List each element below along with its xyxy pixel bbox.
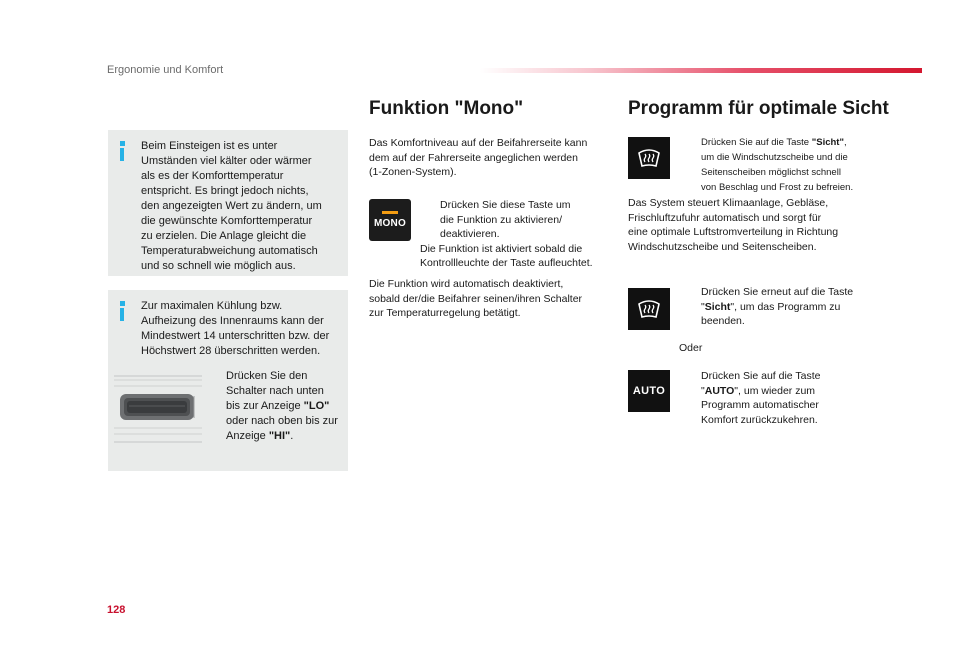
windscreen-demist-icon xyxy=(636,147,662,169)
auto-button-label: AUTO xyxy=(632,385,666,397)
info-text: Zur maximalen Kühlung bzw. Aufheizung des Innenraums kann der Mindestwert 14 unterschritten bzw. der Höchstwert 28 überschritten werden. xyxy=(141,300,330,357)
auto-button[interactable] xyxy=(628,370,670,412)
visibility-heading: Programm für optimale Sicht xyxy=(628,98,889,119)
info-box-temperature-limits xyxy=(108,290,348,471)
mono-heading: Funktion "Mono" xyxy=(369,98,524,119)
switch-step: Drücken Sie den Schalter nach unten bis zur Anzeige "LO" oder nach oben bis zur Anzeige "HI". xyxy=(226,370,338,442)
header-divider xyxy=(480,68,922,73)
mono-step: Drücken Sie diese Taste um die Funktion zu aktivieren/ deaktivieren. Die Funktion ist aktiviert sobald die Kontrollleuchte der Taste aufleuchtet. xyxy=(420,199,593,269)
temperature-switch-illustration xyxy=(112,366,202,448)
mono-outro: Die Funktion wird automatisch deaktiviert, sobald der/die Beifahrer seinen/ihren Schalter zur Temperaturregelung betätigt. xyxy=(369,278,583,319)
info-text: Beim Einsteigen ist es unter Umständen viel kälter oder wärmer als es der Komforttemperatur entspricht. Es bringt jedoch nichts, den angezeigten Wert zu ändern, um die gewünschte Komforttemperatur zu erzielen. Die Anlage gleicht die Temperaturabweichung automatisch und so schnell wie möglich aus. xyxy=(141,140,322,272)
info-box-cold-warm xyxy=(108,130,348,276)
mono-button[interactable] xyxy=(369,199,411,241)
visibility-system-text: Das System steuert Klimaanlage, Gebläse, Frischluftzufuhr automatisch und sorgt für eine optimale Luftstromverteilung in Richtung Windschutzscheibe und Seitenscheiben. xyxy=(628,197,839,253)
mono-indicator-led xyxy=(382,211,398,214)
info-icon xyxy=(120,301,124,321)
mono-intro: Das Komfortniveau auf der Beifahrerseite kann dem auf der Fahrerseite angeglichen werden (1-Zonen-System). xyxy=(369,137,588,178)
mono-button-label: MONO xyxy=(374,218,406,229)
section-title: Ergonomie und Komfort xyxy=(107,64,224,76)
demist-button[interactable] xyxy=(628,137,670,179)
windscreen-demist-icon xyxy=(636,298,662,320)
visibility-step-2: Drücken Sie erneut auf die Taste "Sicht", um das Programm zu beenden. xyxy=(701,286,854,327)
demist-button[interactable] xyxy=(628,288,670,330)
visibility-step-3: Drücken Sie auf die Taste "AUTO", um wieder zum Programm automatischer Komfort zurückzukehren. xyxy=(701,370,821,426)
visibility-step-1: Drücken Sie auf die Taste "Sicht", um die Windschutzscheibe und die Seitenscheiben möglichst schnell von Beschlag und Frost zu befreien. xyxy=(701,137,854,193)
info-icon xyxy=(120,141,124,161)
page-number: 128 xyxy=(107,604,126,616)
or-text: Oder xyxy=(679,342,703,354)
